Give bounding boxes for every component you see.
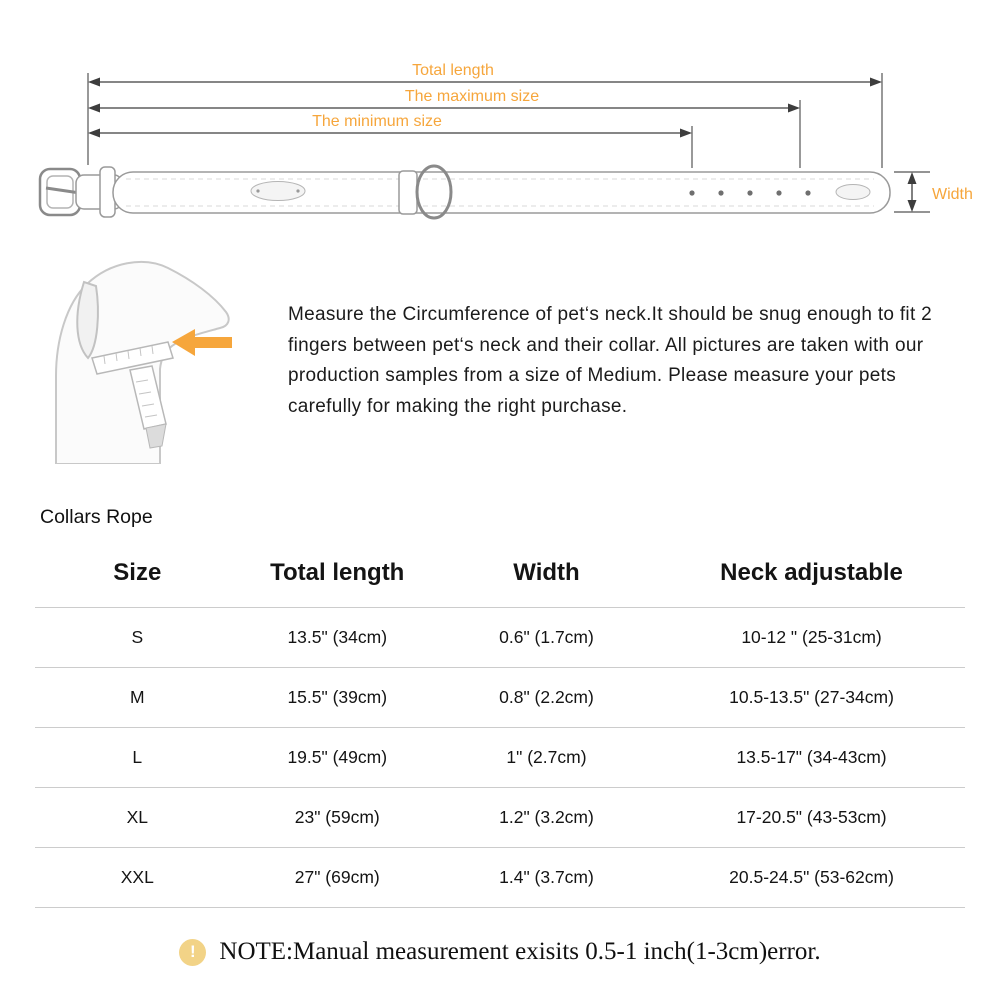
cell-total: 13.5" (34cm) <box>287 627 388 647</box>
cell-neck: 10-12 " (25-31cm) <box>741 627 882 647</box>
cell-size: M <box>130 687 145 707</box>
size-chart-section <box>0 498 1000 966</box>
cell-neck: 17-20.5" (43-53cm) <box>736 807 887 827</box>
cell-width: 1.2" (3.2cm) <box>499 807 594 827</box>
table-header-row <box>35 541 965 608</box>
cell-total: 23" (59cm) <box>294 807 380 827</box>
measurement-instructions: Measure the Circumference of pet‘s neck.It should be snug enough to fit 2 fingers between pet‘s neck and their collar. All pictures are taken with our production samples from a size of Medium. Please measure your pets carefully for making the right purchase. <box>288 304 932 417</box>
cell-neck: 10.5-13.5" (27-34cm) <box>729 687 894 707</box>
minimum-size-label: The minimum size <box>312 113 442 130</box>
cell-width: 0.6" (1.7cm) <box>499 627 594 647</box>
cell-neck: 13.5-17" (34-43cm) <box>736 747 887 767</box>
table-row <box>35 788 965 848</box>
cell-width: 0.8" (2.2cm) <box>499 687 594 707</box>
header-neck-adjustable: Neck adjustable <box>720 559 903 586</box>
collar-illustration <box>40 166 890 218</box>
table-row <box>35 848 965 908</box>
collar-measurement-diagram <box>0 0 1000 250</box>
table-title: Collars Rope <box>40 506 153 528</box>
cell-total: 27" (69cm) <box>294 867 380 887</box>
header-size: Size <box>113 559 162 586</box>
width-label: Width <box>932 186 973 203</box>
maximum-size-label: The maximum size <box>404 88 540 105</box>
size-table <box>35 541 965 908</box>
header-width: Width <box>513 559 580 586</box>
measurement-note <box>0 938 1000 966</box>
width-arrow <box>908 172 917 212</box>
brand-plate <box>251 182 305 201</box>
note-text: NOTE:Manual measurement exisits 0.5-1 inch(1-3cm)error. <box>219 938 821 965</box>
cell-total: 19.5" (49cm) <box>287 747 388 767</box>
cell-size: L <box>132 747 143 767</box>
table-row <box>35 668 965 728</box>
table-row <box>35 728 965 788</box>
collar-strap <box>113 172 890 213</box>
table-row <box>35 608 965 668</box>
end-plate <box>836 185 870 200</box>
exclamation-icon: ! <box>179 939 206 966</box>
cell-total: 15.5" (39cm) <box>287 687 388 707</box>
dog-measurement-illustration <box>42 256 262 464</box>
cell-neck: 20.5-24.5" (53-62cm) <box>729 867 894 887</box>
cell-width: 1" (2.7cm) <box>506 747 587 767</box>
buckle <box>40 169 80 215</box>
cell-size: XL <box>126 807 148 827</box>
total-length-label: Total length <box>412 62 494 79</box>
cell-size: S <box>131 627 144 647</box>
cell-size: XXL <box>120 867 154 887</box>
header-total-length: Total length <box>270 559 405 586</box>
cell-width: 1.4" (3.7cm) <box>499 867 594 887</box>
